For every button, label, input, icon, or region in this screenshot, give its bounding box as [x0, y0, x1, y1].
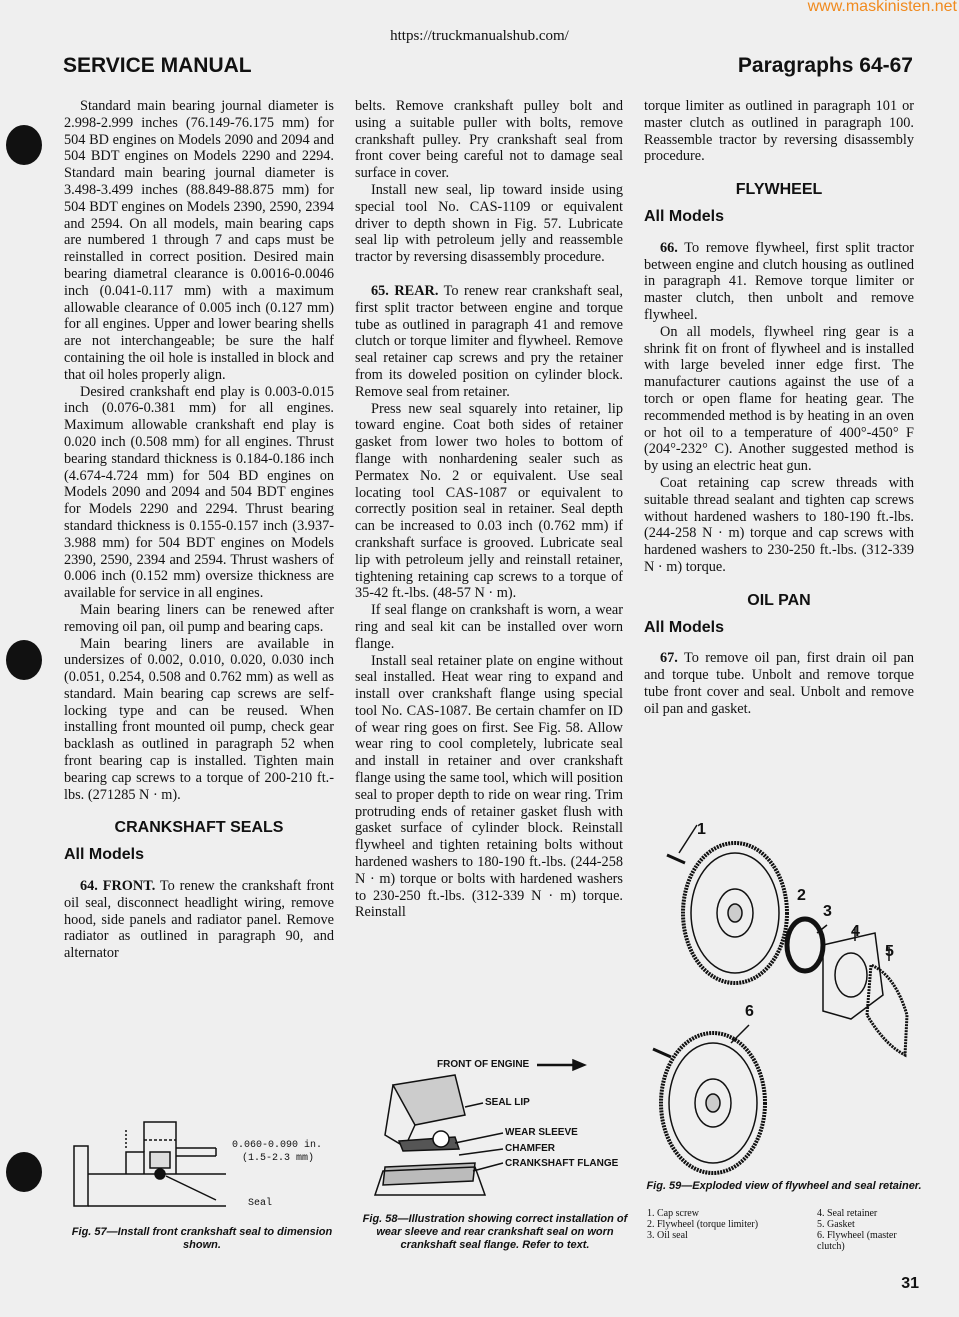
paragraph: Desired crankshaft end play is 0.003-0.015 inch (0.076-0.381 mm) for all engines. Maximum allowable crankshaft end play is 0.020 inch (0.508 mm) for all engines. Thrust bearing standard thickness is 0.184-0.186 inch (4.674-4.724 mm) for 504 BD engines on Models 2090 and 2094 and 504 BDT engines for Models 2290 and 2294. Thrust bearing standard thickness is 0.155-0.157 inch (3.937-3.988 mm) for 504 BDT engines on Models 2390, 2590, 2394 and 2594. Thrust washers of 0.006 inch (0.152 mm) oversize thickness are available for service in all engines.	[64, 383, 334, 602]
front-of-engine-label: FRONT OF ENGINE	[437, 1059, 530, 1070]
section-heading: FLYWHEEL	[735, 181, 823, 199]
figure-59-caption: Fig. 59—Exploded view of flywheel and seal retainer.	[646, 1180, 922, 1192]
source-url: https://truckmanualshub.com/	[390, 28, 569, 44]
legend-item: 6. Flywheel (master clutch)	[817, 1230, 897, 1252]
paragraph: If seal flange on crankshaft is worn, a wear ring and seal kit can be installed over worn flange.	[355, 602, 623, 652]
column-2	[355, 98, 623, 921]
paragraph: Install new seal, lip toward inside using special tool No. CAS-1109 or equivalent driver to depth shown in Fig. 57. Lubricate seal lip with petroleum jelly and reassemble tractor by reversing disassembly procedure.	[355, 181, 623, 266]
figure-59-legend-left	[647, 1208, 775, 1241]
binder-hole-top	[6, 125, 42, 165]
front-seal-drawing	[66, 1112, 236, 1224]
section-heading: OIL PAN	[747, 591, 811, 609]
legend-item: 3. Oil seal	[647, 1230, 688, 1241]
column-3	[644, 98, 914, 718]
figure-57-caption: Fig. 57—Install front crankshaft seal to dimension shown.	[71, 1226, 333, 1251]
page-number: 31	[901, 1275, 919, 1292]
legend-item: 2. Flywheel (torque limiter)	[647, 1219, 759, 1230]
paragraph: On all models, flywheel ring gear is a shrink fit on front of flywheel and is installed with large beveled inner edge first. The manufacturer cautions against the use of a torch or open flame for heating gear. The recommended method is by heating in an oven or hot oil to a temperature of 400°-450° F (204°-232° C). Another suggested method is by using an electric heat gun.	[644, 323, 914, 475]
paragraph-text: To remove oil pan, first drain oil pan and torque tube. Unbolt and remove torque tube front cover and seal. Unbolt and remove oil pan and gasket.	[644, 650, 914, 717]
seal-lip-label: SEAL LIP	[485, 1097, 530, 1108]
paragraph-lead: 67.	[660, 650, 678, 667]
paragraph-text: To renew the crankshaft front oil seal, disconnect headlight wiring, remove hood, side panels and radiator panel. Remove radiator as outlined in paragraph 90, and alternator	[64, 878, 334, 962]
figure-59	[645, 815, 923, 1255]
dimension-mm-label: (1.5-2.3 mm)	[242, 1153, 315, 1164]
callout-2: 2	[797, 887, 806, 904]
callout-6: 6	[745, 1003, 754, 1020]
paragraph-text: To renew rear crankshaft seal, first split tractor between engine and torque tube as outlined in paragraph 41 and remove clutch or torque limiter and flywheel. Remove seal retainer cap screws and pry the retainer from its doweled position on cylinder block. Remove seal from retainer.	[355, 282, 623, 400]
binder-hole-bottom	[6, 1152, 42, 1192]
figure-58	[355, 1055, 635, 1255]
figure-58-caption: Fig. 58—Illustration showing correct installation of wear sleeve and rear crankshaft seal on worn crankshaft seal flange. Refer to text.	[362, 1213, 628, 1251]
dimension-label: 0.060-0.090 in.	[232, 1140, 323, 1151]
legend-item: 1. Cap screw	[647, 1208, 699, 1219]
callout-5: 5	[885, 943, 894, 960]
paragraph: Coat retaining cap screw threads with suitable thread sealant and tighten cap screws without hardened washers to 180-190 ft.-lbs. (244-258 N · m) torque and cap screws with hardened washers to 230-250 ft.-lbs. (312-339 N · m) torque.	[644, 474, 914, 575]
paragraph-text: To remove flywheel, first split tractor between engine and clutch housing as outlined in paragraph 41. Remove torque limiter or master clutch, then unbolt and remove flywheel.	[644, 239, 914, 323]
subheading: All Models	[644, 618, 725, 636]
header-right: Paragraphs 64-67	[737, 54, 913, 77]
callout-3: 3	[823, 903, 832, 920]
rear-seal-drawing	[355, 1055, 635, 1205]
legend-item: 4. Seal retainer	[817, 1208, 878, 1219]
legend-item: 5. Gasket	[817, 1219, 855, 1230]
paragraph-lead: 65. REAR.	[371, 282, 439, 299]
callout-1: 1	[697, 821, 706, 838]
binder-hole-middle	[6, 640, 42, 680]
seal-label: Seal	[248, 1198, 273, 1209]
paragraph: Main bearing liners are available in undersizes of 0.002, 0.010, 0.020, 0.030 inch (0.051, 0.254, 0.508 and 0.762 mm) as well as standard. Main bearing cap screws are self-locking type and can be reused. When installing front mounted oil pump, check gear backlash as outlined in paragraph 52 when front bearing cap is installed. Tighten main bearing cap screws to a torque of 200-210 ft.-lbs. (271285 N · m).	[64, 635, 334, 803]
paragraph	[644, 240, 914, 324]
chamfer-label: CHAMFER	[505, 1143, 555, 1154]
paragraph: belts. Remove crankshaft pulley bolt and using a suitable puller with bolts, remove crankshaft pulley. Pry crankshaft seal from front cover being careful not to damage seal surface in cover.	[355, 98, 623, 182]
paragraph	[644, 650, 914, 717]
figure-57	[66, 1112, 338, 1252]
paragraph	[64, 878, 334, 962]
paragraph-lead: 64. FRONT.	[80, 878, 156, 895]
paragraph: Install seal retainer plate on engine without seal installed. Heat wear ring to expand and install over crankshaft flange using special tool No. CAS-1087. Be certain chamfer on ID of wear ring goes on first. See Fig. 58. Allow wear ring to cool completely, lubricate seal and install in retainer and over crankshaft flange using the same tool, which will position seal to proper depth to ride on wear ring. Trim protruding ends of retainer gasket flush with gasket surface of cylinder block. Reinstall flywheel and tighten retaining bolts without hardened washers to 180-190 ft.-lbs. (244-258 N · m) torque or bolts with hardened washers to 230-250 ft.-lbs. (312-339 N · m) torque. Reinstall	[355, 652, 623, 921]
paragraph: torque limiter as outlined in paragraph 101 or master clutch as outlined in paragraph 100. Reassemble tractor by reversing disassembly procedure.	[644, 98, 914, 165]
paragraph: Standard main bearing journal diameter is 2.998-2.999 inches (76.149-76.175 mm) for 504 BD engines on Models 2090 and 2094 and 504 BDT engines on Models 2290 and 2294. Standard main bearing journal diameter is 3.498-3.499 inches (88.849-88.875 mm) for 504 BDT engines on Models 2390, 2590, 2394 and 2594. On all models, main bearing caps are numbered 1 through 7 and caps must be reinstalled in correct position. Desired main bearing diametral clearance is 0.0016-0.0046 inch (0.041-0.117 mm) with a maximum allowable clearance of 0.005 inch (0.127 mm) for all engines. Upper and lower bearing shells are not interchangeable; be sure the half containing the oil hole is installed in block and that oil holes properly align.	[64, 98, 334, 383]
figure-59-legend-right	[817, 1208, 923, 1252]
paragraph: Press new seal squarely into retainer, lip toward engine. Coat both sides of retainer gasket from lower two holes to bottom of flange with nonhardening sealer such as Permatex No. 2 or equivalent. Use seal locating tool CAS-1087 or equivalent to correctly position seal in retainer. Seal depth can be increased to 0.03 inch (0.762 mm) if crankshaft surface is grooved. Lubricate seal lip with petroleum jelly and reinstall retainer, tightening retaining cap screws to a torque of 35-42 ft.-lbs. (48-57 N · m).	[355, 400, 623, 602]
callout-4: 4	[851, 923, 860, 940]
wear-sleeve-label: WEAR SLEEVE	[505, 1127, 578, 1138]
paragraph	[355, 283, 623, 401]
header-left: SERVICE MANUAL	[63, 54, 252, 77]
section-heading: CRANKSHAFT SEALS	[114, 819, 284, 837]
watermark-text: www.maskinisten.net	[807, 0, 957, 15]
column-1	[64, 98, 334, 962]
subheading: All Models	[644, 207, 725, 225]
flywheel-exploded-drawing	[645, 815, 923, 1175]
subheading: All Models	[64, 846, 145, 864]
paragraph: Main bearing liners can be renewed after removing oil pan, oil pump and bearing caps.	[64, 601, 334, 635]
paragraph-lead: 66.	[660, 239, 678, 256]
crankshaft-flange-label: CRANKSHAFT FLANGE	[505, 1158, 619, 1169]
